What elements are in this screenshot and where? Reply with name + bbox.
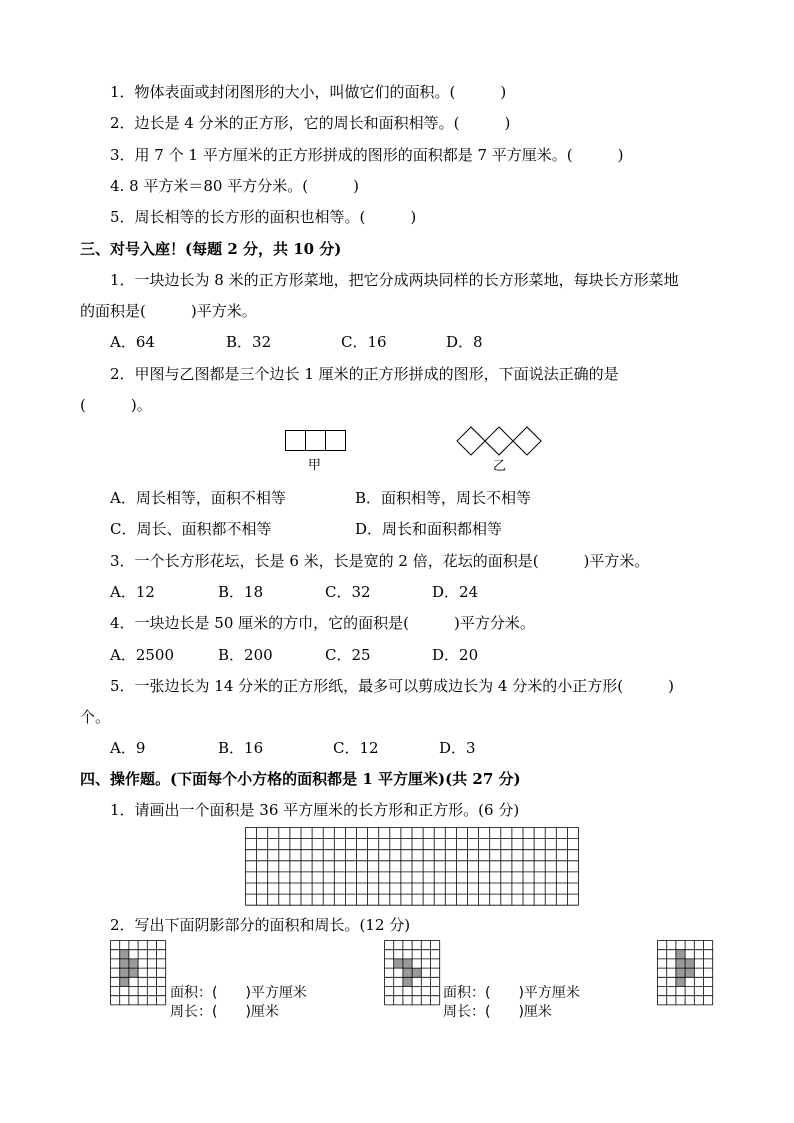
shaded-cell <box>120 977 129 986</box>
shaded-cell <box>129 959 138 968</box>
mc4-option-a: A．2500 <box>110 646 175 664</box>
shaded-cell <box>676 977 685 986</box>
shaded-cell <box>120 950 129 959</box>
mc5-line2: 个。 <box>80 708 111 726</box>
mc1-option-a: A．64 <box>110 333 155 351</box>
shaded-cell <box>676 959 685 968</box>
mc5-option-a: A．9 <box>110 739 146 757</box>
mc5-option-c: C．12 <box>333 739 379 757</box>
mc2-option-a: A．周长相等，面积不相等 <box>110 489 286 507</box>
mc1-option-d: D．8 <box>446 333 483 351</box>
mc2-option-c: C．周长、面积都不相等 <box>110 520 272 538</box>
figure-yi-diamonds <box>456 426 544 456</box>
shaded-cell <box>685 959 694 968</box>
mc3-option-d: D．24 <box>432 583 479 601</box>
shaded-cell <box>403 959 412 968</box>
mc2-option-d: D．周长和面积都相等 <box>355 520 503 538</box>
tf-question-4: 4. 8 平方米＝80 平方分米。( ) <box>110 177 359 195</box>
shaded-cell <box>120 968 129 977</box>
shaded-cell <box>685 968 694 977</box>
shaded-cell <box>129 968 138 977</box>
mc5-option-d: D．3 <box>439 739 476 757</box>
mc5-line1: 5．一张边长为 14 分米的正方形纸，最多可以剪成边长为 4 分米的小正方形( ) <box>110 677 674 695</box>
mc1-line1: 1．一块边长为 8 米的正方形菜地，把它分成两块同样的长方形菜地，每块长方形菜地 <box>110 271 679 289</box>
shaded-cell <box>120 959 129 968</box>
shaded-grid-2 <box>384 940 441 1008</box>
shaded-cell <box>403 977 412 986</box>
tf-question-2: 2．边长是 4 分米的正方形，它的周长和面积相等。( ) <box>110 114 511 132</box>
shaded-grid-3 <box>657 940 714 1008</box>
figure-jia-label: 甲 <box>308 458 322 473</box>
tf-question-5: 5．周长相等的长方形的面积也相等。( ) <box>110 208 417 226</box>
figure-jia-squares <box>285 430 345 451</box>
op2-line: 2．写出下面阴影部分的面积和周长。(12 分) <box>110 916 411 934</box>
mc4-line: 4．一块边长是 50 厘米的方巾，它的面积是( )平方分米。 <box>110 614 535 632</box>
mc4-option-b: B．200 <box>218 646 273 664</box>
mc4-option-d: D．20 <box>432 646 479 664</box>
area-blank-1: 面积：( )平方厘米 <box>170 985 307 1001</box>
area-blank-2: 面积：( )平方厘米 <box>443 985 580 1001</box>
mc4-option-c: C．25 <box>325 646 371 664</box>
mc3-line: 3．一个长方形花坛，长是 6 米，长是宽的 2 倍，花坛的面积是( )平方米。 <box>110 552 650 570</box>
shaded-cell <box>676 950 685 959</box>
tf-question-1: 1．物体表面或封闭图形的大小，叫做它们的面积。( ) <box>110 83 507 101</box>
shaded-cell <box>412 968 421 977</box>
shaded-cell <box>394 959 403 968</box>
tf-question-3: 3．用 7 个 1 平方厘米的正方形拼成的图形的面积都是 7 平方厘米。( ) <box>110 146 624 164</box>
mc1-line2: 的面积是( )平方米。 <box>80 302 257 320</box>
shaded-cell <box>676 968 685 977</box>
mc2-line2: ( )。 <box>80 396 152 414</box>
shaded-grid-1 <box>110 940 167 1008</box>
mc3-option-a: A．12 <box>110 583 155 601</box>
mc1-option-c: C．16 <box>341 333 387 351</box>
mc1-option-b: B．32 <box>226 333 272 351</box>
perimeter-blank-2: 周长：( )厘米 <box>443 1004 552 1020</box>
shaded-cell <box>403 968 412 977</box>
section-4-heading: 四、操作题。(下面每个小方格的面积都是 1 平方厘米)(共 27 分) <box>80 770 521 788</box>
mc2-option-b: B．面积相等，周长不相等 <box>355 489 532 507</box>
op1-line: 1．请画出一个面积是 36 平方厘米的长方形和正方形。(6 分) <box>110 801 520 819</box>
perimeter-blank-1: 周长：( )厘米 <box>170 1004 279 1020</box>
drawing-grid[interactable] <box>245 827 579 907</box>
figure-yi-label: 乙 <box>493 459 507 474</box>
mc2-line1: 2．甲图与乙图都是三个边长 1 厘米的正方形拼成的图形，下面说法正确的是 <box>110 365 619 383</box>
mc5-option-b: B．16 <box>218 739 264 757</box>
section-3-heading: 三、对号入座！(每题 2 分，共 10 分) <box>80 240 342 258</box>
mc3-option-c: C．32 <box>325 583 371 601</box>
mc3-option-b: B．18 <box>218 583 264 601</box>
